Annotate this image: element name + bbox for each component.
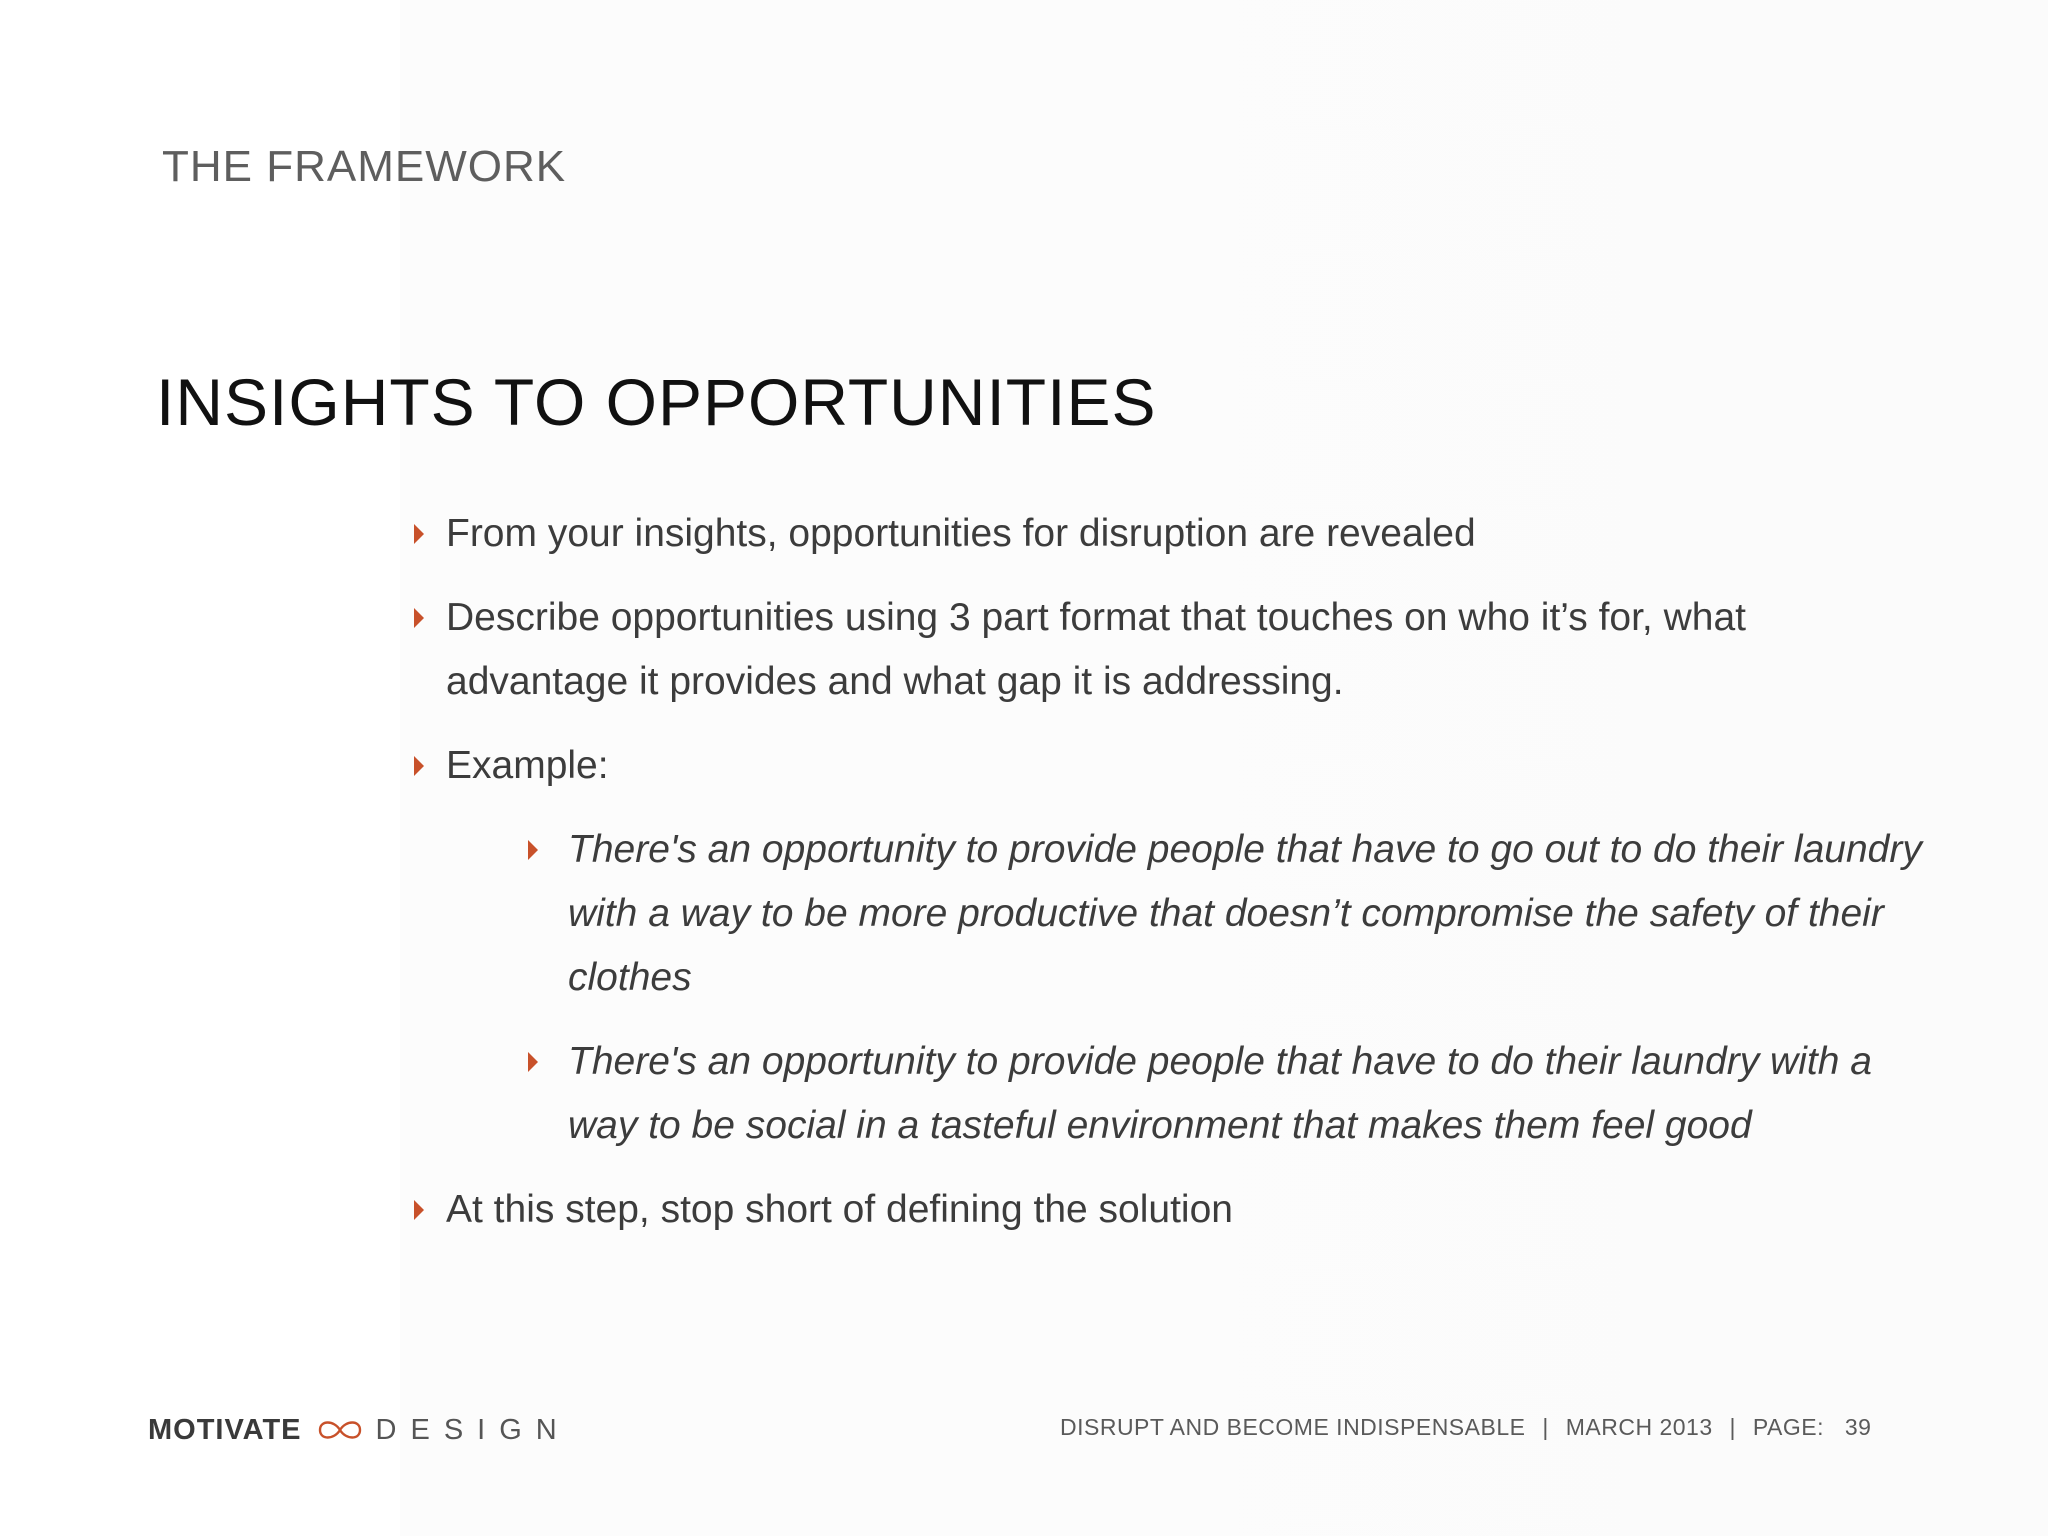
presentation-date: MARCH 2013 [1565, 1414, 1713, 1440]
list-item [410, 734, 1930, 1158]
list-item [410, 586, 1930, 714]
section-label: THE FRAMEWORK [162, 142, 567, 191]
brand-word-motivate: MOTIVATE [148, 1413, 302, 1446]
brand-word-design: DESIGN [375, 1413, 571, 1446]
bullet-text: From your insights, opportunities for disruption are revealed [446, 512, 1476, 555]
sub-list-item [498, 818, 1930, 1010]
separator: | [1729, 1414, 1736, 1440]
bullet-text: Describe opportunities using 3 part format that touches on who it’s for, what advantage it provides and what gap it is addressing. [446, 596, 1746, 703]
list-item [410, 502, 1930, 566]
infinity-icon [312, 1416, 368, 1444]
footer-meta [1060, 1414, 1871, 1441]
presentation-title: DISRUPT AND BECOME INDISPENSABLE [1060, 1414, 1526, 1440]
bullet-arrow-icon [414, 608, 424, 628]
bullet-arrow-icon [528, 840, 538, 860]
sub-list-item [498, 1030, 1930, 1158]
footer [0, 1410, 2048, 1470]
sub-bullet-text: There's an opportunity to provide people that have to go out to do their laundry with a way to be more productive that doesn’t compromise the safety of their clothes [568, 828, 1922, 999]
bullet-list [410, 502, 1930, 1262]
sub-bullet-list [446, 818, 1930, 1158]
bullet-arrow-icon [528, 1052, 538, 1072]
page-number: 39 [1844, 1414, 1872, 1440]
bullet-text: At this step, stop short of defining the solution [446, 1188, 1233, 1231]
separator: | [1542, 1414, 1549, 1440]
sub-bullet-text: There's an opportunity to provide people that have to do their laundry with a way to be social in a tasteful environment that makes them feel good [568, 1040, 1872, 1147]
brand-logo [148, 1410, 571, 1450]
bullet-arrow-icon [414, 1200, 424, 1220]
bullet-text: Example: [446, 744, 609, 787]
bullet-arrow-icon [414, 524, 424, 544]
slide-title: INSIGHTS TO OPPORTUNITIES [156, 365, 1157, 439]
bullet-arrow-icon [414, 756, 424, 776]
list-item [410, 1178, 1930, 1242]
page-label: PAGE: [1752, 1414, 1824, 1440]
